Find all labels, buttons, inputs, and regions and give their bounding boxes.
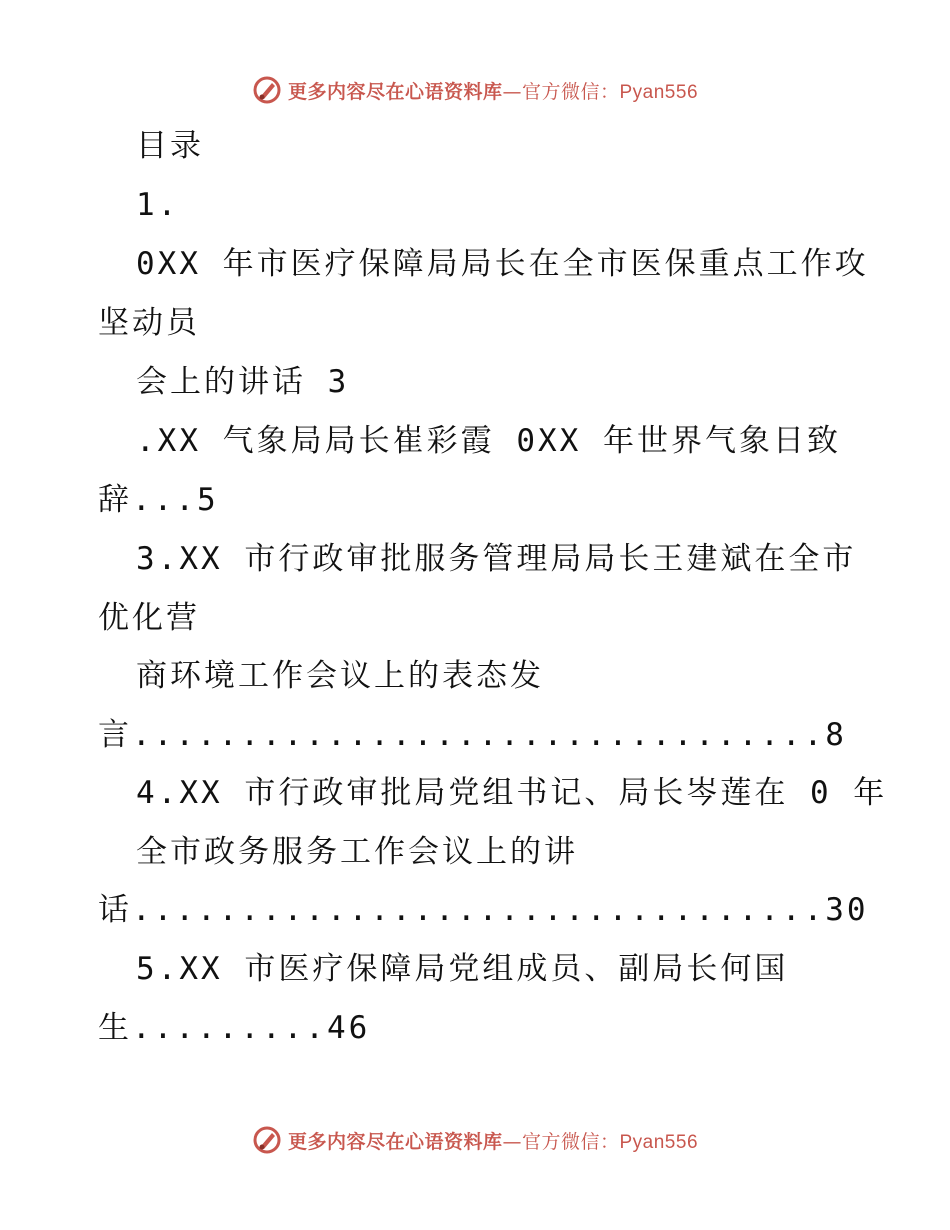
- toc-line: 坚动员: [98, 305, 200, 341]
- toc-line: 4.XX 市行政审批局党组书记、局长岑莲在 0 年: [136, 775, 888, 811]
- brush-pen-icon: [252, 1125, 282, 1155]
- watermark-main-text: 更多内容尽在心语资料库: [287, 80, 503, 103]
- toc-line: 会上的讲话 3: [136, 364, 350, 400]
- watermark-separator: —: [502, 1130, 522, 1153]
- toc-title: 目录: [136, 128, 204, 164]
- watermark-separator: —: [502, 80, 522, 103]
- watermark-wechat-id: Pyan556: [619, 81, 699, 103]
- toc-line: .XX 气象局局长崔彩霞 0XX 年世界气象日致: [136, 423, 841, 459]
- toc-line: 5.XX 市医疗保障局党组成员、副局长何国: [136, 951, 789, 987]
- watermark-sub-text: 官方微信：: [521, 1130, 620, 1153]
- toc-line: 0XX 年市医疗保障局局长在全市医保重点工作攻: [136, 246, 869, 282]
- toc-line: 生.........46: [98, 1010, 371, 1046]
- watermark-wechat-id: Pyan556: [619, 1131, 699, 1153]
- toc-line: 全市政务服务工作会议上的讲: [136, 834, 578, 870]
- watermark-main-text: 更多内容尽在心语资料库: [287, 1130, 503, 1153]
- toc-line: 商环境工作会议上的表态发: [136, 658, 544, 694]
- toc-line: 辞...5: [98, 482, 219, 518]
- footer-watermark: [0, 1122, 950, 1158]
- toc-line: 话................................30: [98, 892, 869, 928]
- toc-line: 优化营: [98, 600, 200, 636]
- watermark-sub-text: 官方微信：: [521, 80, 620, 103]
- toc-line: 3.XX 市行政审批服务管理局局长王建斌在全市: [136, 541, 857, 577]
- toc-line: 言................................8: [98, 717, 847, 753]
- toc-line: 1.: [136, 187, 180, 223]
